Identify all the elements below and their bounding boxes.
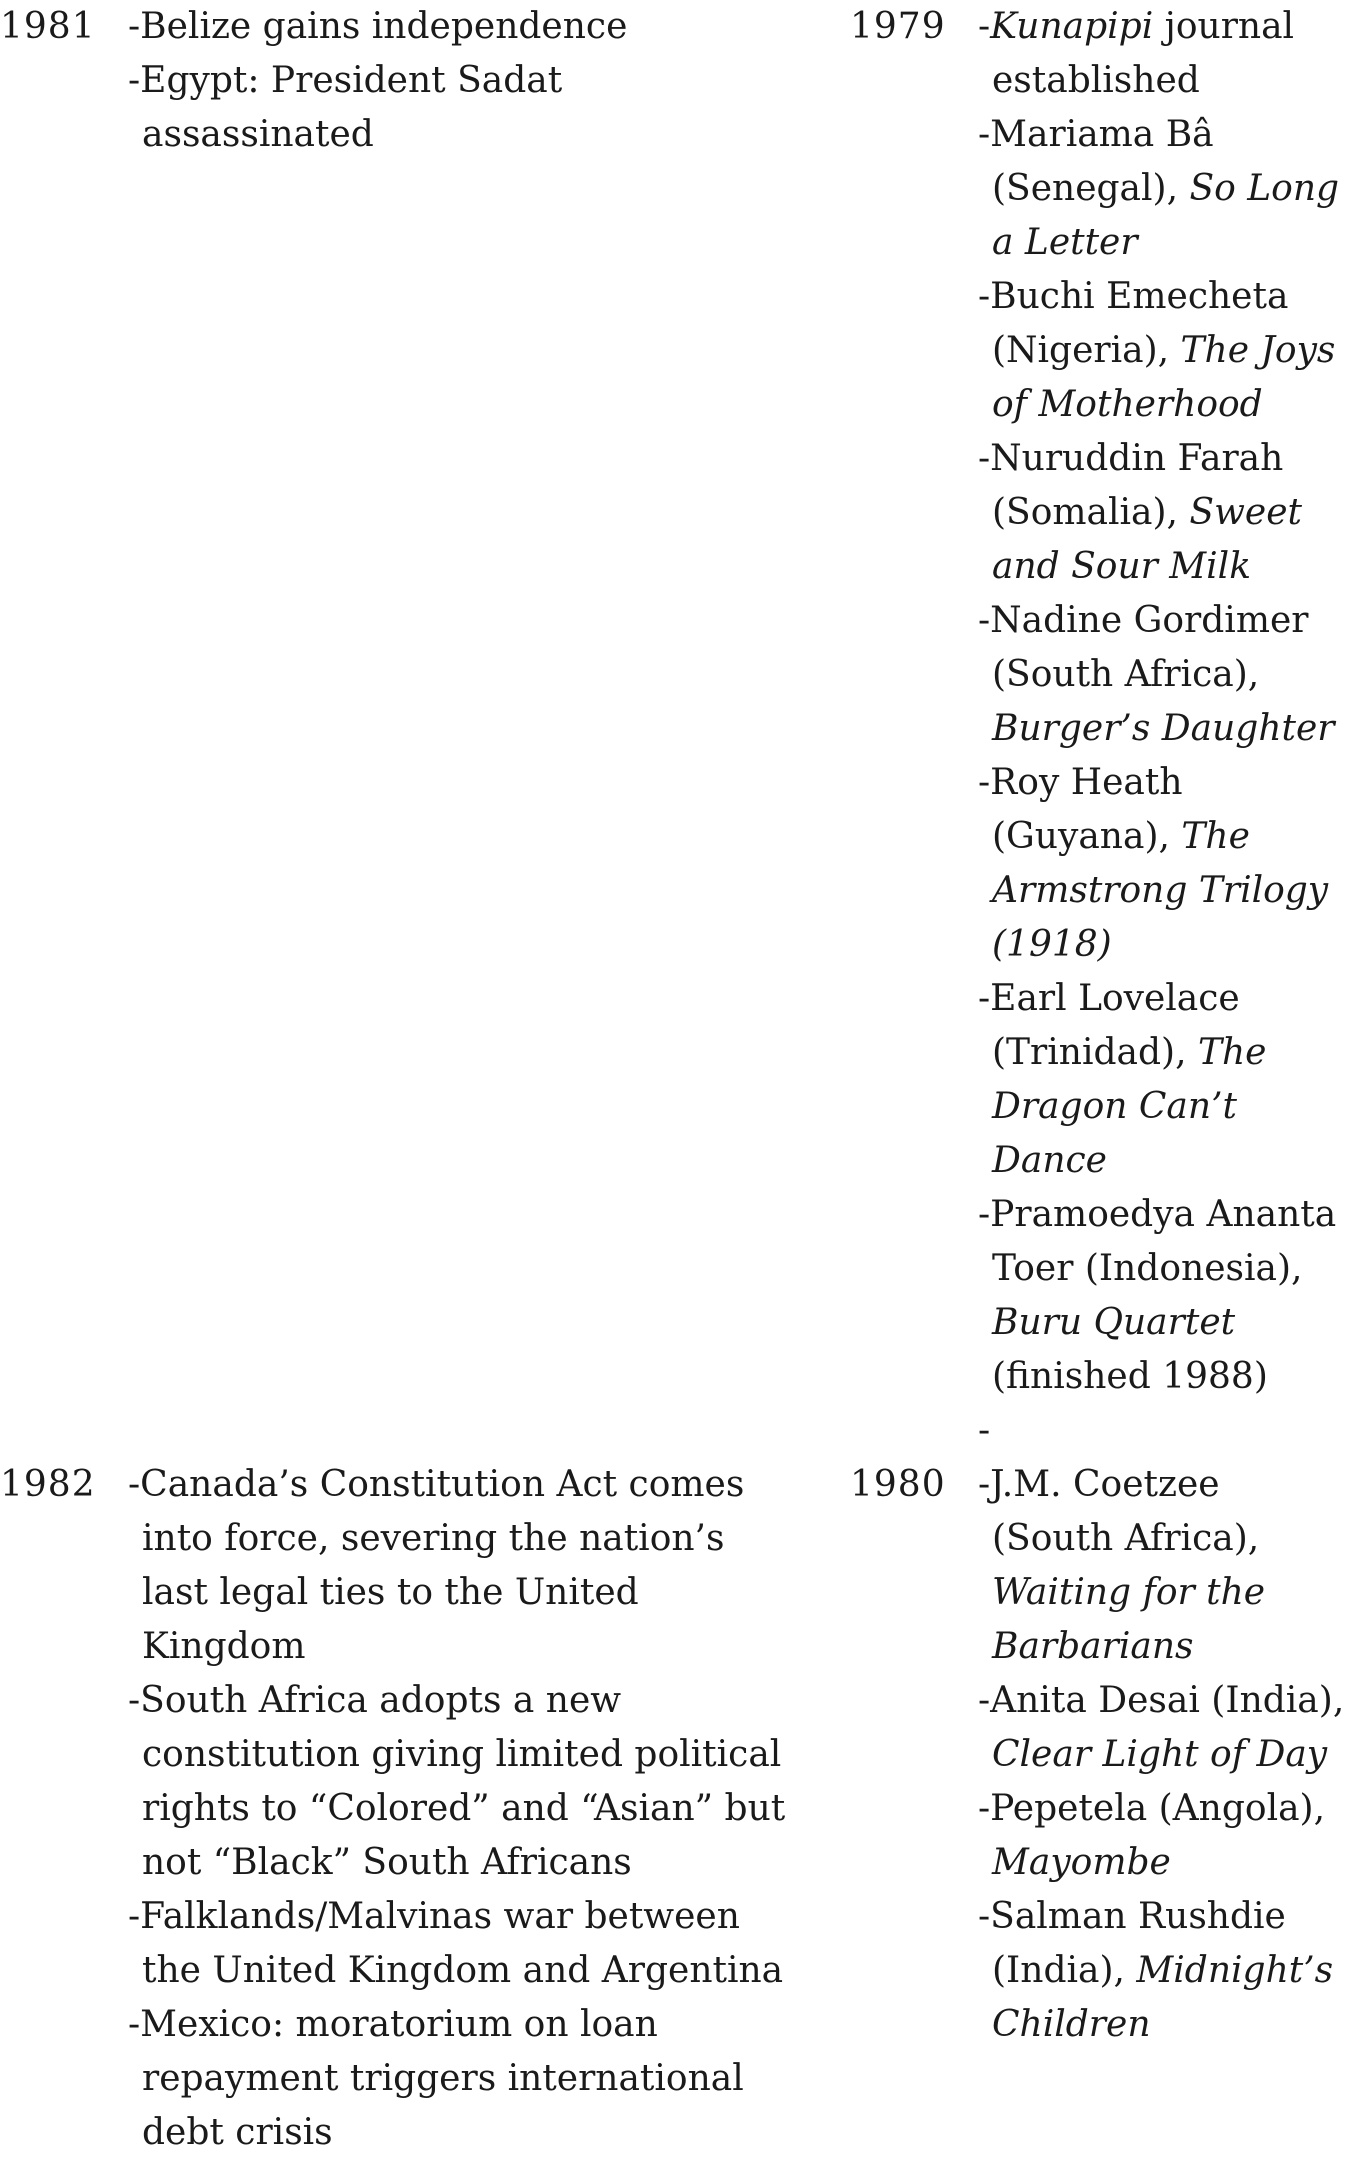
- literature-item: -Earl Lovelace (Trinidad), The Dragon Can’t Dance: [978, 978, 1267, 1181]
- event-item: -Falklands/Malvinas war between the United Kingdom and Argentina: [128, 1896, 784, 1991]
- work-title: The Joys of Motherhood: [992, 330, 1336, 425]
- event-list: [128, 0, 798, 162]
- literature-item: -Buchi Emecheta (Nigeria), The Joys of Motherhood: [978, 276, 1336, 425]
- literature-item: -Mariama Bâ (Senegal), So Long a Letter: [978, 114, 1340, 263]
- literature-item: -Kunapipi journal established: [978, 6, 1295, 101]
- event-item: -Belize gains independence: [128, 6, 628, 47]
- literature-item: -Nuruddin Farah (Somalia), Sweet and Sour Milk: [978, 438, 1302, 587]
- literature-item: -Roy Heath (Guyana), The Armstrong Trilogy (1918): [978, 762, 1329, 965]
- event-item: -South Africa adopts a new constitution giving limited political rights to “Colored” and “Asian” but not “Black” South Africans: [128, 1680, 786, 1883]
- year-label: 1982: [0, 1464, 96, 1505]
- literature-item: -Salman Rushdie (India), Midnight’s Children: [978, 1896, 1334, 2045]
- work-title: Kunapipi: [990, 6, 1154, 47]
- event-item: -Mexico: moratorium on loan repayment triggers international debt crisis: [128, 2004, 744, 2153]
- work-title: The Dragon Can’t Dance: [992, 1032, 1267, 1181]
- work-title: Buru Quartet: [992, 1302, 1236, 1343]
- literature-item: -Pepetela (Angola), Mayombe: [978, 1788, 1326, 1883]
- work-title: Sweet and Sour Milk: [992, 492, 1302, 587]
- literature-item: -: [978, 1410, 991, 1451]
- literature-list: [978, 1458, 1350, 2052]
- work-title: So Long a Letter: [992, 168, 1340, 263]
- work-title: The Armstrong Trilogy (1918): [992, 816, 1329, 965]
- work-title: Burger’s Daughter: [992, 708, 1335, 749]
- literature-item: -Nadine Gordimer (South Africa), Burger’s Daughter: [978, 600, 1335, 749]
- work-title: Midnight’s Children: [992, 1950, 1334, 2045]
- literature-item: -Pramoedya Ananta Toer (Indonesia), Buru Quartet (finished 1988): [978, 1194, 1337, 1397]
- year-label: 1980: [850, 1464, 946, 1505]
- work-title: Waiting for the Barbarians: [992, 1572, 1266, 1667]
- work-title: Mayombe: [992, 1842, 1171, 1883]
- year-label: 1979: [850, 6, 946, 47]
- event-list: [128, 1458, 798, 2160]
- work-title: Clear Light of Day: [992, 1734, 1328, 1775]
- year-label: 1981: [0, 6, 96, 47]
- literature-list: [978, 0, 1350, 1458]
- literature-item: -J.M. Coetzee (South Africa), Waiting for the Barbarians: [978, 1464, 1266, 1667]
- event-item: -Canada’s Constitution Act comes into force, severing the nation’s last legal ties to the United Kingdom: [128, 1464, 745, 1667]
- event-item: -Egypt: President Sadat assassinated: [128, 60, 563, 155]
- literature-item: -Anita Desai (India), Clear Light of Day: [978, 1680, 1345, 1775]
